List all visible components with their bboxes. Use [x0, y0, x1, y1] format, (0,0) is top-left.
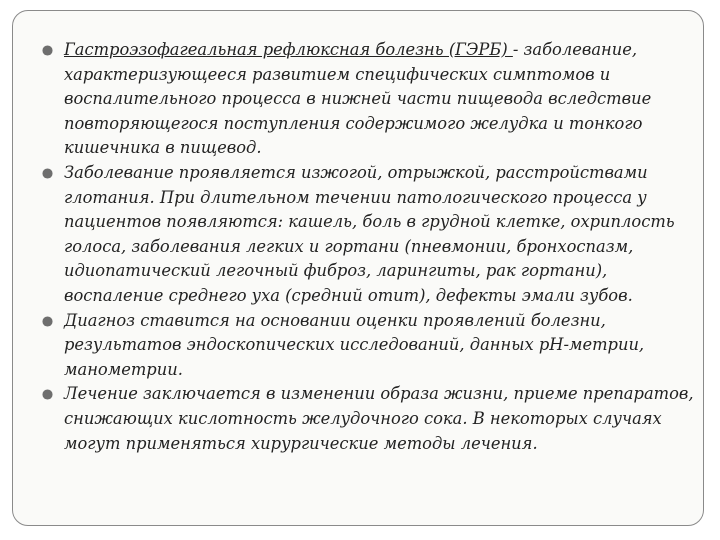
bullet-item-treatment	[42, 382, 702, 456]
treatment-text: Лечение заключается в изменении образа жизни, приеме препаратов, снижающих кислотность желудочного сока. В некоторых случаях могут применяться хирургические методы лечения.	[64, 384, 694, 453]
gerd-term: Гастроэзофагеальная рефлюксная болезнь (ГЭРБ)	[64, 40, 513, 59]
bullet-item-symptoms	[42, 161, 702, 309]
bullet-item-gerd-definition	[42, 38, 702, 161]
gerd-definition-text: - заболевание, характеризующееся развитием специфических симптомов и воспалительного процесса в нижней части пищевода вследствие повторяющегося поступления содержимого желудка и тонкого кишечника в пищевод.	[64, 40, 652, 158]
bullet-icon	[42, 168, 53, 179]
bullet-icon	[42, 45, 53, 56]
bullet-list	[42, 38, 702, 456]
bullet-icon	[42, 389, 53, 400]
diagnosis-text: Диагноз ставится на основании оценки проявлений болезни, результатов эндоскопических исследований, данных pH-метрии, манометрии.	[64, 310, 645, 379]
slide-content	[42, 38, 702, 456]
bullet-item-diagnosis	[42, 309, 702, 383]
symptoms-text: Заболевание проявляется изжогой, отрыжкой, расстройствами глотания. При длительном течении патологического процесса у пациентов появляются: кашель, боль в грудной клетке, охриплость голоса, заболевания легких и гортани (пневмонии, бронхоспазм, идиопатический легочный фиброз, ларингиты, рак гортани), воспаление среднего уха (средний отит), дефекты эмали зубов.	[64, 162, 675, 305]
bullet-icon	[42, 316, 53, 327]
